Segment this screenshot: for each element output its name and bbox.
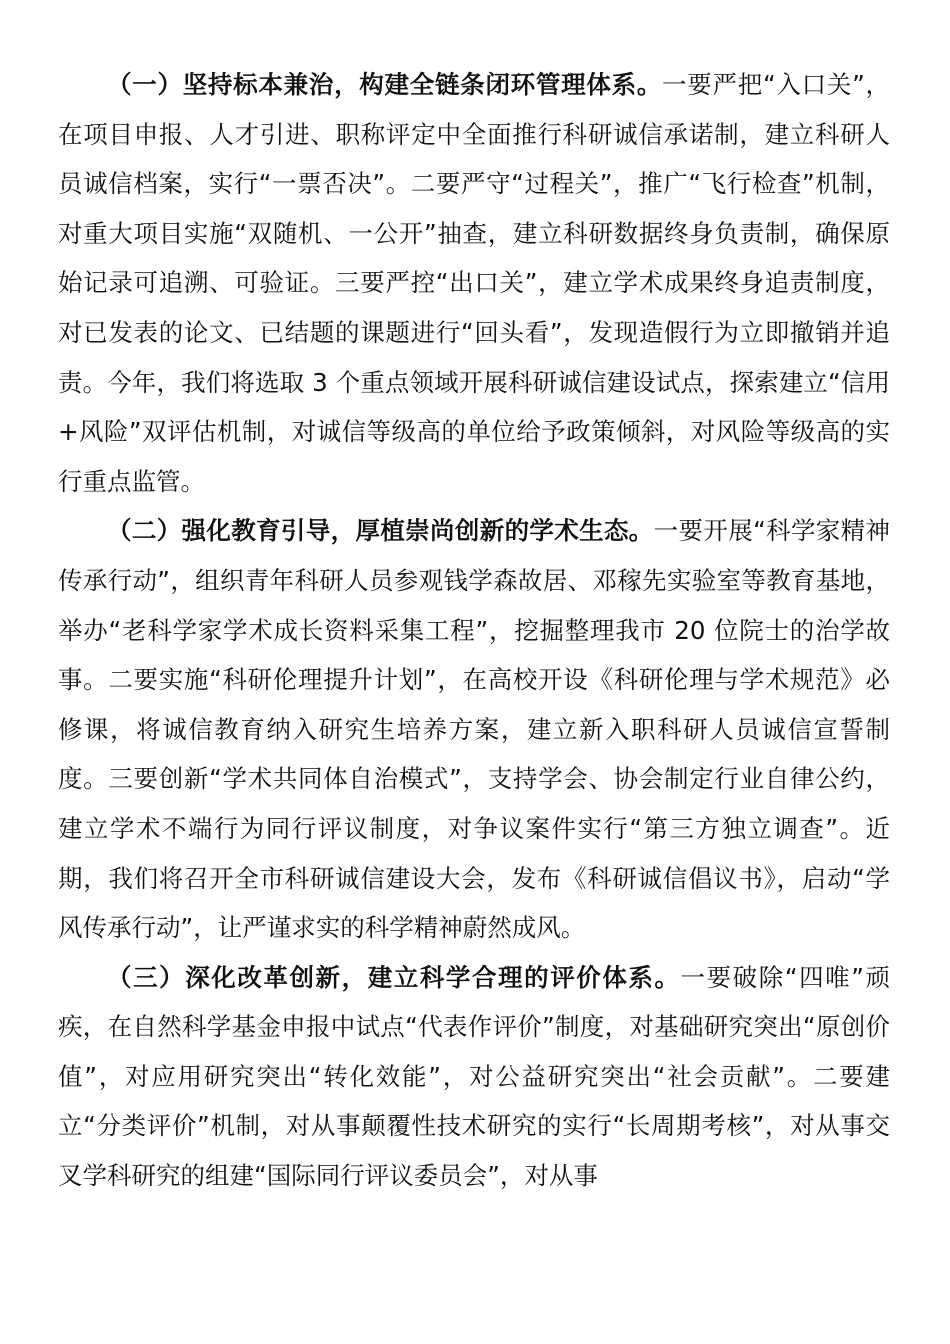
section-heading-3: （三）深化改革创新，建立科学合理的评价体系。 (107, 962, 681, 992)
paragraph-section-3 (58, 953, 890, 1201)
section-text-3: 一要破除“四唯”顽疾，在自然科学基金申报中试点“代表作评价”制度，对基础研究突出“原创价值”，对应用研究突出“转化效能”，对公益研究突出“社会贡献”。二要建立“分类评价”机制，对从事颠覆性技术研究的实行“长周期考核”，对从事交叉学科研究的组建“国际同行评议委员会”，对从事 (58, 962, 890, 1191)
document-body (58, 60, 890, 1201)
section-heading-2: （二）强化教育引导，厚植崇尚创新的学术生态。 (107, 516, 654, 546)
section-heading-1: （一）坚持标本兼治，构建全链条闭环管理体系。 (107, 70, 663, 99)
paragraph-section-1 (58, 60, 890, 506)
section-text-1: 一要严把“入口关”，在项目申报、人才引进、职称评定中全面推行科研诚信承诺制，建立科研人员诚信档案，实行“一票否决”。二要严守“过程关”，推广“飞行检查”机制，对重大项目实施“双随机、一公开”抽查，建立科研数据终身负责制，确保原始记录可追溯、可验证。三要严控“出口关”，建立学术成果终身追责制度，对已发表的论文、已结题的课题进行“回头看”，发现造假行为立即撤销并追责。今年，我们将选取 3 个重点领域开展科研诚信建设试点，探索建立“信用+风险”双评估机制，对诚信等级高的单位给予政策倾斜，对风险等级高的实行重点监管。 (58, 70, 890, 496)
paragraph-section-2 (58, 506, 890, 952)
section-text-2: 一要开展“科学家精神传承行动”，组织青年科研人员参观钱学森故居、邓稼先实验室等教育基地，举办“老科学家学术成长资料采集工程”，挖掘整理我市 20 位院士的治学故事。二要实施“科研伦理提升计划”，在高校开设《科研伦理与学术规范》必修课，将诚信教育纳入研究生培养方案，建立新入职科研人员诚信宣誓制度。三要创新“学术共同体自治模式”，支持学会、协会制定行业自律公约，建立学术不端行为同行评议制度，对争议案件实行“第三方独立调查”。近期，我们将召开全市科研诚信建设大会，发布《科研诚信倡议书》，启动“学风传承行动”，让严谨求实的科学精神蔚然成风。 (58, 516, 890, 943)
